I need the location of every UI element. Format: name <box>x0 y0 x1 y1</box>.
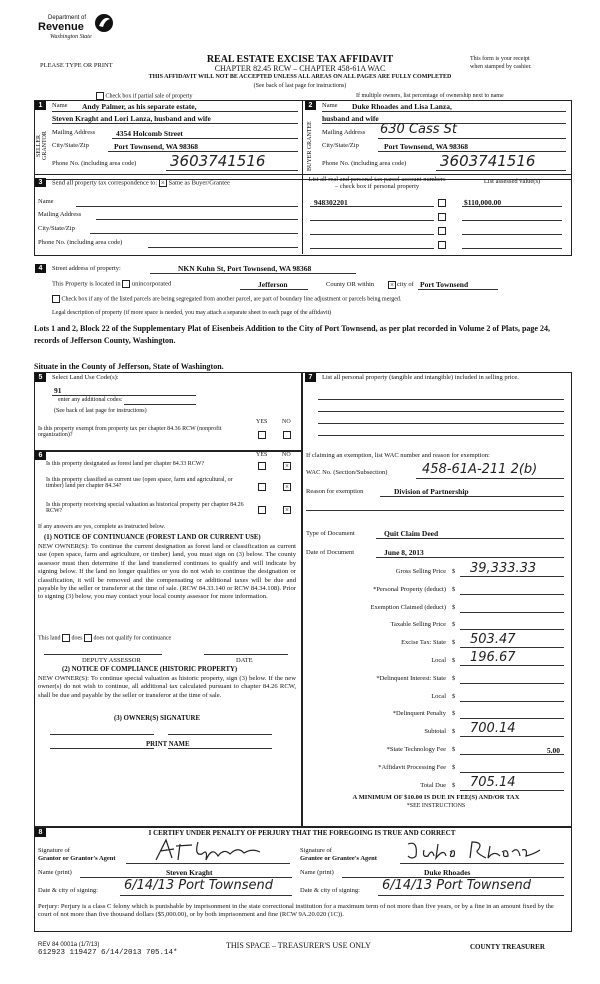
tax-row-dollar: $ <box>452 585 456 593</box>
treasurer-space: THIS SPACE – TREASURER'S USE ONLY <box>226 941 371 950</box>
section-3-number: 3 <box>35 178 46 187</box>
rule <box>310 248 434 249</box>
this-land-label: This land <box>38 635 61 642</box>
unincorporated-label: unincorporated <box>131 280 172 288</box>
buyer-name-label: Name <box>322 102 338 109</box>
rule <box>418 289 498 290</box>
s3-mailing-label: Mailing Address <box>38 211 82 218</box>
tax-row-rule <box>460 701 564 702</box>
seller-name-line1: Andy Palmer, as his separate estate, <box>82 102 197 111</box>
rule <box>90 233 298 234</box>
tax-row-dollar: $ <box>452 621 456 629</box>
forest-question: Is this property designated as forest land per chapter 84.33 RCW? <box>46 461 205 467</box>
tax-row-value[interactable]: 196.67 <box>470 650 516 665</box>
doc-date-value[interactable]: June 8, 2013 <box>384 548 424 557</box>
section-1-number: 1 <box>35 101 46 110</box>
located-label: This Property is located in <box>52 280 121 288</box>
tax-row-value[interactable]: 700.14 <box>470 721 516 737</box>
doc-type-value[interactable]: Quit Claim Deed <box>384 529 439 538</box>
does-not-checkbox[interactable] <box>84 634 92 642</box>
tax-row-label: Excise Tax: State <box>401 639 446 647</box>
unincorporated-checkbox[interactable] <box>122 280 130 288</box>
street-label: Street address of property: <box>52 265 121 272</box>
additional-codes-label: enter any additional codes: <box>58 397 123 403</box>
county-value[interactable]: Jefferson <box>258 280 288 289</box>
personal-property-checkbox-1[interactable] <box>438 199 446 207</box>
tax-row-dollar: $ <box>452 603 456 611</box>
segregation-label: Check box if any of the listed parcels are being segregated from another parcel, are part of boundary line adjustment or parcels being merged. <box>61 296 402 303</box>
rule <box>50 734 154 735</box>
wac-value[interactable]: 458-61A-211 2(b) <box>422 462 538 477</box>
grantee-date-city[interactable]: 6/14/13 Port Townsend <box>382 878 532 893</box>
land-use-value[interactable]: 91 <box>54 386 62 395</box>
rule <box>462 220 562 221</box>
tax-row-value[interactable]: 39,333.33 <box>470 561 537 576</box>
agency-line2: Revenue <box>38 21 84 33</box>
form-warning: THIS AFFIDAVIT WILL NOT BE ACCEPTED UNLESS ALL AREAS ON ALL PAGES ARE FULLY COMPLETED <box>148 74 452 80</box>
legal-description: Lots 1 and 2, Block 22 of the Supplementary Plat of Eisenbeis Addition to the City of Port Townsend, as per plat recorded in Volume 2 of Plats, page 24, records of Jefferson County, Washington. <box>34 324 550 345</box>
receipt-note1: This form is your receipt <box>470 56 530 62</box>
land-use-label: Select Land Use Code(s): <box>52 374 119 381</box>
buyer-city-label: City/State/Zip <box>322 142 359 149</box>
reason-value[interactable]: Division of Partnership <box>394 487 469 496</box>
print-name-label: PRINT NAME <box>146 741 190 748</box>
tax-row-label: *State Technology Fee <box>386 746 446 753</box>
tax-row-rule <box>460 683 564 684</box>
tax-row-label: Gross Selling Price <box>395 568 446 575</box>
tax-row-rule <box>460 736 564 737</box>
rule <box>52 395 196 396</box>
rule <box>400 863 564 864</box>
rule <box>318 435 564 436</box>
rule <box>204 654 288 655</box>
personal-property-checkbox-2[interactable] <box>438 213 446 221</box>
section-8-number: 8 <box>35 828 46 837</box>
grantee-name-value[interactable]: Duke Rhoades <box>424 868 471 877</box>
partial-sale-row <box>96 92 192 100</box>
grantor-name-label: Name (print) <box>38 869 72 876</box>
buyer-phone-value[interactable]: 3603741516 <box>440 152 536 170</box>
grantor-signature[interactable] <box>152 836 272 864</box>
grantor-date-city[interactable]: 6/14/13 Port Townsend <box>124 878 274 893</box>
rule <box>310 234 434 235</box>
same-as-buyer-label: Same as Buyer/Grantee <box>168 179 230 187</box>
buyer-mailing-value[interactable]: 630 Cass St <box>380 122 458 137</box>
does-label: does <box>71 635 83 642</box>
tax-row-label: Exemption Claimed (deduct) <box>370 603 446 611</box>
rule <box>436 170 566 171</box>
grantee-sig-label2: Grantee or Grantee's Agent <box>300 855 377 862</box>
seller-name-label: Name <box>52 102 68 109</box>
forest-yes-checkbox[interactable] <box>258 462 266 470</box>
forest-no-checkbox[interactable]: × <box>283 462 291 470</box>
rule <box>240 289 308 290</box>
certify-statement: I CERTIFY UNDER PENALTY OF PERJURY THAT THE FOREGOING IS TRUE AND CORRECT <box>148 829 456 837</box>
s5-yes: YES <box>256 419 268 425</box>
rule <box>124 404 196 405</box>
rule <box>168 748 272 749</box>
tax-row-label: Total Due <box>420 781 446 789</box>
see-back: (See back of last page for instructions) <box>253 83 347 89</box>
grantee-signature[interactable] <box>404 838 544 864</box>
tax-row-dollar: $ <box>452 674 456 682</box>
owner-signature-label: (3) OWNER(S) SIGNATURE <box>114 715 200 722</box>
city-of-label: city of <box>397 281 414 288</box>
divider <box>302 100 303 178</box>
buyer-name-line1: Duke Rhoades and Lisa Lanza, <box>352 102 452 111</box>
reason-label: Reason for exemption <box>306 488 364 495</box>
tax-row-rule <box>460 754 564 755</box>
parcel-header: List all real and personal tax parcel account numbers – check box if personal property <box>308 176 446 190</box>
continuance-row <box>38 634 171 642</box>
does-checkbox[interactable] <box>62 634 70 642</box>
section-5-number: 5 <box>35 373 46 382</box>
legal-label: Legal description of property (if more space is needed, you may attach a separate sheet to each page of the affidavit) <box>52 310 332 316</box>
tax-row-label: *Delinquent Interest: State <box>376 674 446 682</box>
county-treasurer: COUNTY TREASURER <box>470 943 545 951</box>
tax-row-dollar: $ <box>452 781 456 789</box>
seller-mailing-label: Mailing Address <box>52 129 96 136</box>
rule <box>126 863 290 864</box>
doc-date-label: Date of Document <box>306 549 355 556</box>
rule <box>318 411 564 412</box>
send-correspondence-label: Send all property tax correspondence to: <box>52 179 158 187</box>
tax-row-rule <box>460 629 564 630</box>
tax-row-dollar: $ <box>452 728 456 736</box>
rule <box>112 138 298 139</box>
historic-no-checkbox[interactable]: × <box>283 506 291 514</box>
perjury-notice: Perjury: Perjury is a class C felony which is punishable by imprisonment in the state correctional institution for a maximum term of not more than five years, or by a fine in an amount fixed by the court of not more than five thousand dollars ($5,000.00), or by both imprisonment and fine (RCW 9A.20.020 (1C)). <box>38 903 554 919</box>
rule <box>378 138 566 139</box>
rule <box>166 170 298 171</box>
street-value[interactable]: NKN Kuhn St, Port Townsend, WA 98368 <box>178 264 312 273</box>
if-yes-note: If any answers are yes, complete as instructed below. <box>38 524 166 530</box>
rule <box>376 538 564 539</box>
dor-swoosh-icon <box>94 12 114 34</box>
segregation-row <box>52 295 401 303</box>
wac-label: WAC No. (Section/Subsection) <box>306 469 388 476</box>
seller-name-line2: Steven Kraght and Lori Lanza, husband and wife <box>52 114 211 123</box>
tax-row-rule <box>460 718 564 719</box>
located-row <box>52 280 171 288</box>
grantee-name-label: Name (print) <box>300 869 334 876</box>
partial-sale-label: Check box if partial sale of property <box>105 93 193 100</box>
tax-row-dollar: $ <box>452 692 456 700</box>
see-instructions: *SEE INSTRUCTIONS <box>406 803 466 809</box>
tax-row-rule <box>460 665 564 666</box>
doc-type-label: Type of Document <box>306 530 355 537</box>
personal-property-checkbox-4[interactable] <box>438 241 446 249</box>
cashier-stamp: 612923 119427 6/14/2013 705.14* <box>38 949 178 957</box>
tax-row-rule <box>460 594 564 595</box>
rule <box>120 895 292 896</box>
historic-yes-checkbox[interactable] <box>258 506 266 514</box>
notice1-title: (1) NOTICE OF CONTINUANCE (FOREST LAND OR CURRENT USE) <box>44 534 261 541</box>
personal-property-checkbox-3[interactable] <box>438 227 446 235</box>
exemption-label: If claiming an exemption, list WAC number and reason for exemption: <box>306 452 490 459</box>
rule <box>148 247 298 248</box>
tax-row-dollar: $ <box>452 710 456 718</box>
tax-row-rule <box>460 612 564 613</box>
rule <box>310 206 434 207</box>
buyer-mailing-label: Mailing Address <box>322 129 366 136</box>
buyer-name-line2: husband and wife <box>322 114 379 123</box>
exempt-yes-checkbox[interactable] <box>258 431 266 439</box>
current-use-question: Is this property classified as current use (open space, farm and agricultural, or timber) land per chapter 84.34? <box>46 477 233 489</box>
tax-row-label: Taxable Selling Price <box>390 621 446 629</box>
rule <box>52 111 298 112</box>
grantor-sig-label1: Signature of <box>38 847 70 854</box>
please-type: PLEASE TYPE OR PRINT <box>40 62 113 69</box>
agency-line1: Department of <box>48 15 87 21</box>
multiple-owners: If multiple owners, list percentage of ownership next to name <box>356 93 504 99</box>
tax-row-rule <box>460 576 564 577</box>
tax-row-value[interactable]: 5.00 <box>546 746 560 755</box>
s5-no: NO <box>282 419 291 425</box>
notice2-title: (2) NOTICE OF COMPLIANCE (HISTORIC PROPERTY) <box>62 666 238 673</box>
notice1-text: NEW OWNER(S): To continue the current designation as forest land or classification as current use (open space, farm and agriculture, or timber) land, you must sign on (3) below. The county assessor must then determine if the land transferred continues to qualify and will indicate by signing below. If the land no longer qualifies or you do not wish to continue the designation or classification, it will be removed and the compensating or additional taxes will be due and payable by the seller or transferor at the time of sale. (RCW 84.33.140 or RCW 84.34.108). Prior to signing (3) below, you may contact your local county assessor for more information. <box>38 543 296 601</box>
rule <box>310 220 434 221</box>
section-7-number: 7 <box>305 373 316 382</box>
assessed-header: List assessed value(s) <box>483 178 541 185</box>
divider <box>302 174 303 254</box>
rule <box>376 557 564 558</box>
personal-property-label: List all personal property (tangible and intangible) included in selling price. <box>322 374 519 381</box>
tax-row-label: *Delinquent Penalty <box>392 710 446 718</box>
parcel-number[interactable]: 948302201 <box>314 198 348 207</box>
rule <box>318 423 564 424</box>
situate: Situate in the County of Jefferson, State of Washington. <box>34 362 224 371</box>
tax-row-rule <box>460 772 564 773</box>
current-use-no-checkbox[interactable]: × <box>283 483 291 491</box>
same-as-buyer-checkbox[interactable]: × <box>159 179 167 187</box>
s3-city-label: City/State/Zip <box>38 225 75 232</box>
grantor-sig-label2: Grantor or Grantor's Agent <box>38 855 116 862</box>
seller-city-value[interactable]: Port Townsend, WA 98368 <box>114 142 199 151</box>
tax-row-label: Subtotal <box>424 728 446 736</box>
s3-name-label: Name <box>38 198 54 205</box>
rule <box>44 654 162 655</box>
date-label: DATE <box>236 657 253 664</box>
tax-row-value[interactable]: 705.14 <box>470 774 516 790</box>
rule <box>462 206 562 207</box>
tax-row-label: Local <box>431 692 446 700</box>
grantee-date-label: Date & city of signing: <box>300 887 360 894</box>
tax-row-rule <box>460 790 564 791</box>
deputy-assessor-label: DEPUTY ASSESSOR <box>82 657 141 664</box>
send-correspondence <box>52 179 230 187</box>
seller-phone-label: Phone No. (including area code) <box>52 160 137 167</box>
within-city-checkbox[interactable]: × <box>388 281 396 289</box>
tax-row-rule <box>460 647 564 648</box>
seller-side-label: SELLER GRANTOR <box>36 131 48 161</box>
tax-row-dollar: $ <box>452 639 456 647</box>
tax-row-dollar: $ <box>452 746 456 753</box>
county-or-label: County OR within <box>326 281 375 288</box>
tax-row-dollar: $ <box>452 763 456 771</box>
seller-mailing-value[interactable]: 4354 Holcomb Street <box>116 129 183 138</box>
seller-city-label: City/State/Zip <box>52 142 89 149</box>
historic-question: Is this property receiving special valuation as historical property per chapter 84.26 RCW? <box>46 502 244 514</box>
grantor-name-value[interactable]: Steven Kraght <box>166 868 213 877</box>
rule <box>76 206 298 207</box>
form-subtitle: CHAPTER 82.45 RCW – CHAPTER 458-61A WAC <box>214 64 386 73</box>
segregation-checkbox[interactable] <box>52 295 60 303</box>
section-7-box <box>302 372 572 828</box>
minimum-note: A MINIMUM OF $10.00 IS DUE IN FEE(S) AND/OR TAX <box>352 794 520 801</box>
rule <box>52 123 298 124</box>
rule <box>462 234 562 235</box>
section-2-number: 2 <box>305 101 316 110</box>
tax-row-label: Local <box>431 657 446 664</box>
current-use-yes-checkbox[interactable] <box>258 483 266 491</box>
rule <box>322 111 566 112</box>
rule <box>318 399 564 400</box>
does-not-label: does not qualify for continuance <box>93 635 172 642</box>
tax-row-value[interactable]: 503.47 <box>470 632 516 648</box>
rule <box>50 748 154 749</box>
receipt-note2: when stamped by cashier. <box>470 64 532 70</box>
buyer-phone-label: Phone No. (including area code) <box>322 160 407 167</box>
exempt-no-checkbox[interactable] <box>283 431 291 439</box>
rule <box>96 219 298 220</box>
rule <box>380 496 564 497</box>
tax-row-dollar: $ <box>452 568 456 575</box>
buyer-side-label: BUYER GRANTEE <box>307 121 313 171</box>
partial-sale-checkbox[interactable] <box>96 92 104 100</box>
assessed-value[interactable]: $110,000.00 <box>464 198 502 207</box>
agency-line3: Washington State <box>50 34 92 40</box>
tax-row-dollar: $ <box>452 657 456 664</box>
grantor-date-label: Date & city of signing: <box>38 887 98 894</box>
rule <box>150 273 356 274</box>
rule <box>378 895 564 896</box>
s3-phone-label: Phone No. (including area code) <box>38 239 123 246</box>
s6-no: NO <box>282 452 291 458</box>
dor-logo <box>38 14 118 44</box>
notice2-text: NEW OWNER(S): To continue special valuation as historic property, sign (3) below. If the new owner(s) do not wish to continue, all additional tax calculated pursuant to chapter 84.26 RCW, shall be due and payable by the seller or transferor at the time of sale. <box>38 675 296 699</box>
seller-phone-value[interactable]: 3603741516 <box>170 152 266 170</box>
rule <box>462 248 562 249</box>
buyer-city-value[interactable]: Port Townsend, WA 98368 <box>384 142 469 151</box>
rule <box>306 510 564 511</box>
tax-row-label: *Affidavit Processing Fee <box>378 763 446 771</box>
section-6-number: 6 <box>35 451 46 460</box>
s6-yes: YES <box>256 452 268 458</box>
city-value[interactable]: Port Townsend <box>420 280 469 289</box>
grantee-sig-label1: Signature of <box>300 847 332 854</box>
rule <box>168 734 272 735</box>
section-4-number: 4 <box>35 264 46 273</box>
exempt-question: Is this property exempt from property tax per chapter 84.36 RCW (nonprofit organization)? <box>38 426 222 438</box>
form-number: REV 84 0001a (1/7/13) <box>38 942 100 948</box>
rule <box>416 478 564 479</box>
s5-see-back: (See back of last page for instructions) <box>54 408 147 414</box>
form-title: REAL ESTATE EXCISE TAX AFFIDAVIT <box>206 54 394 65</box>
tax-row-label: *Personal Property (deduct) <box>373 585 446 593</box>
